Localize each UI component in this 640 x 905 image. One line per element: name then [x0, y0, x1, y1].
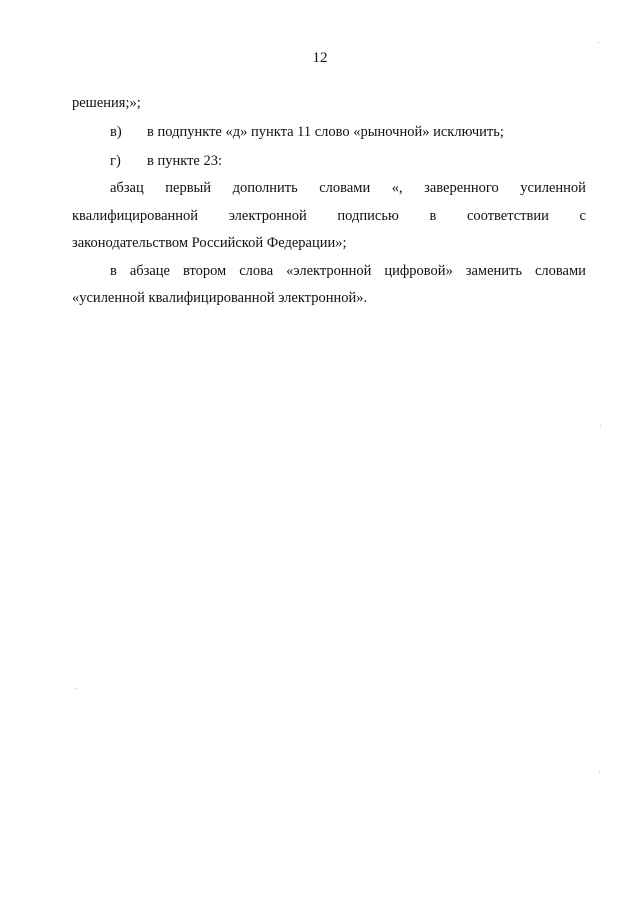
word: усиленной — [520, 180, 586, 196]
page-number: 12 — [312, 50, 328, 66]
word: квалифицированной — [72, 208, 199, 224]
word: в — [110, 263, 117, 279]
word: словами — [534, 263, 586, 279]
word: с — [579, 208, 586, 224]
item-g-text: в пункте 23: — [147, 153, 223, 169]
word: первый — [165, 180, 212, 196]
scan-speck — [600, 425, 601, 426]
word: соответствии — [466, 208, 549, 224]
word: в — [429, 208, 437, 224]
paragraph-2-line-2: «усиленной квалифицированной электронной». — [72, 290, 368, 306]
paragraph-1-line-3: законодательством Российской Федерации»; — [72, 235, 347, 251]
scan-speck — [75, 688, 76, 689]
word: заменить — [465, 263, 523, 279]
word: абзаце — [129, 263, 170, 279]
word: подписью — [337, 208, 399, 224]
word: цифровой» — [384, 263, 453, 279]
scan-speck — [599, 772, 600, 773]
item-v-text: в подпункте «д» пункта 11 слово «рыночной» исключить; — [147, 124, 504, 140]
scan-speck — [598, 42, 599, 43]
word: электронной — [228, 208, 307, 224]
paragraph-1-line-1 — [110, 180, 586, 197]
word: «, — [391, 180, 403, 196]
word: втором — [182, 263, 227, 279]
paragraph-1-line-2 — [72, 208, 586, 225]
paragraph-2-line-1 — [110, 263, 586, 280]
word: абзац — [110, 180, 144, 196]
word: дополнить — [232, 180, 298, 196]
text-line-continuation: решения;»; — [72, 95, 141, 111]
word: слова — [239, 263, 274, 279]
item-g-letter: г) — [110, 153, 121, 169]
word: словами — [319, 180, 371, 196]
item-v-letter: в) — [110, 124, 122, 140]
word: «электронной — [286, 263, 372, 279]
word: заверенного — [424, 180, 499, 196]
